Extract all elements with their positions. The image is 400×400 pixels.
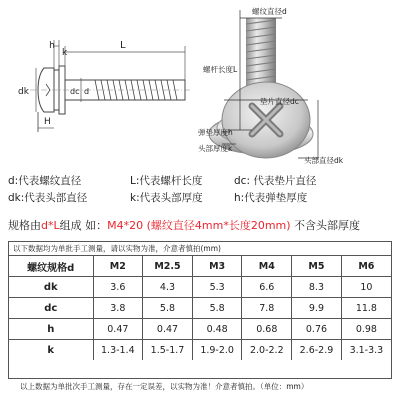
label-H: H xyxy=(44,117,51,127)
table-cell: 2.6-2.9 xyxy=(292,340,342,361)
table-cell: 5.8 xyxy=(192,298,242,319)
legend-k: k:代表头部厚度 xyxy=(130,192,203,204)
label-L: L xyxy=(120,40,126,51)
row-label: dc xyxy=(9,298,93,319)
table-header-row xyxy=(9,256,391,277)
label-thread-diameter: 螺纹直径d xyxy=(252,7,287,16)
spec-middle: 组成 如： xyxy=(59,219,108,232)
screw-photo xyxy=(209,18,313,158)
label-spring-washer-thickness: 弹垫厚度h xyxy=(198,128,233,137)
table-cell: 10 xyxy=(341,277,391,298)
row-label: k xyxy=(9,340,93,361)
size-table-grid xyxy=(9,256,391,360)
screw-diagram-area xyxy=(0,0,400,165)
table-cell: 3.1-3.3 xyxy=(341,340,391,361)
header-cell: M6 xyxy=(341,256,391,277)
table-cell: 8.3 xyxy=(292,277,342,298)
label-head-diameter: 头部直径dk xyxy=(304,156,344,165)
table-row xyxy=(9,277,391,298)
table-row xyxy=(9,340,391,361)
label-h: h xyxy=(49,41,55,51)
legend-L: L:代表螺杆长度 xyxy=(130,175,203,187)
table-note-top: 以下数据均为单批手工测量，请以实物为准，介意者慎拍(mm) xyxy=(9,242,391,256)
label-d: d xyxy=(84,87,90,96)
row-label: dk xyxy=(9,277,93,298)
table-cell: 1.9-2.0 xyxy=(192,340,242,361)
label-k: k xyxy=(62,48,68,58)
legend-d: d:代表螺纹直径 xyxy=(8,175,82,187)
spec-prefix: 规格由 xyxy=(8,219,41,232)
dimension-legend xyxy=(8,173,400,207)
legend-row-1 xyxy=(8,173,400,190)
table-cell: 6.6 xyxy=(242,277,292,298)
table-cell: 4.3 xyxy=(143,277,193,298)
table-cell: 0.76 xyxy=(292,319,342,340)
row-label: h xyxy=(9,319,93,340)
table-note-bottom: 以上数据为单批次手工测量，存在一定误差，以实物为准！介意者慎拍。（单位：mm） xyxy=(20,382,309,391)
label-shank-length: 螺杆长度L xyxy=(203,65,238,74)
table-cell: 5.3 xyxy=(192,277,242,298)
label-washer-diameter: 垫片直径dc xyxy=(260,97,299,106)
table-cell: 5.8 xyxy=(143,298,193,319)
header-cell: M2.5 xyxy=(143,256,193,277)
size-table xyxy=(8,241,392,379)
legend-h: h:代表弹垫厚度 xyxy=(234,192,308,204)
legend-dc: dc: 代表垫片直径 xyxy=(234,175,317,187)
legend-row-2 xyxy=(8,190,400,207)
label-head-thickness: 头部厚度k xyxy=(198,144,233,153)
legend-dk: dk:代表头部直径 xyxy=(8,192,88,204)
header-cell: 螺纹规格d xyxy=(9,256,93,277)
table-cell: 0.47 xyxy=(143,319,193,340)
table-cell: 2.0-2.2 xyxy=(242,340,292,361)
table-cell: 3.8 xyxy=(93,298,143,319)
screw-dimension-diagram xyxy=(0,0,400,165)
header-cell: M5 xyxy=(292,256,342,277)
table-cell: 9.9 xyxy=(292,298,342,319)
table-cell: 3.6 xyxy=(93,277,143,298)
table-cell: 0.48 xyxy=(192,319,242,340)
table-cell: 0.68 xyxy=(242,319,292,340)
spec-example: M4*20 (螺纹直径4mm*长度20mm) xyxy=(107,219,291,232)
table-row xyxy=(9,298,391,319)
table-cell: 1.3-1.4 xyxy=(93,340,143,361)
spec-explanation xyxy=(8,217,360,233)
table-cell: 1.5-1.7 xyxy=(143,340,193,361)
table-cell: 7.8 xyxy=(242,298,292,319)
header-cell: M3 xyxy=(192,256,242,277)
header-cell: M2 xyxy=(93,256,143,277)
table-cell: 0.47 xyxy=(93,319,143,340)
table-row xyxy=(9,319,391,340)
table-cell: 0.98 xyxy=(341,319,391,340)
header-cell: M4 xyxy=(242,256,292,277)
spec-suffix: 不含头部厚度 xyxy=(290,219,361,232)
label-dk: dk xyxy=(18,87,29,97)
label-dc: dc xyxy=(70,87,80,96)
technical-drawing xyxy=(18,40,192,132)
table-cell: 11.8 xyxy=(341,298,391,319)
spec-dl: d*L xyxy=(41,219,60,232)
